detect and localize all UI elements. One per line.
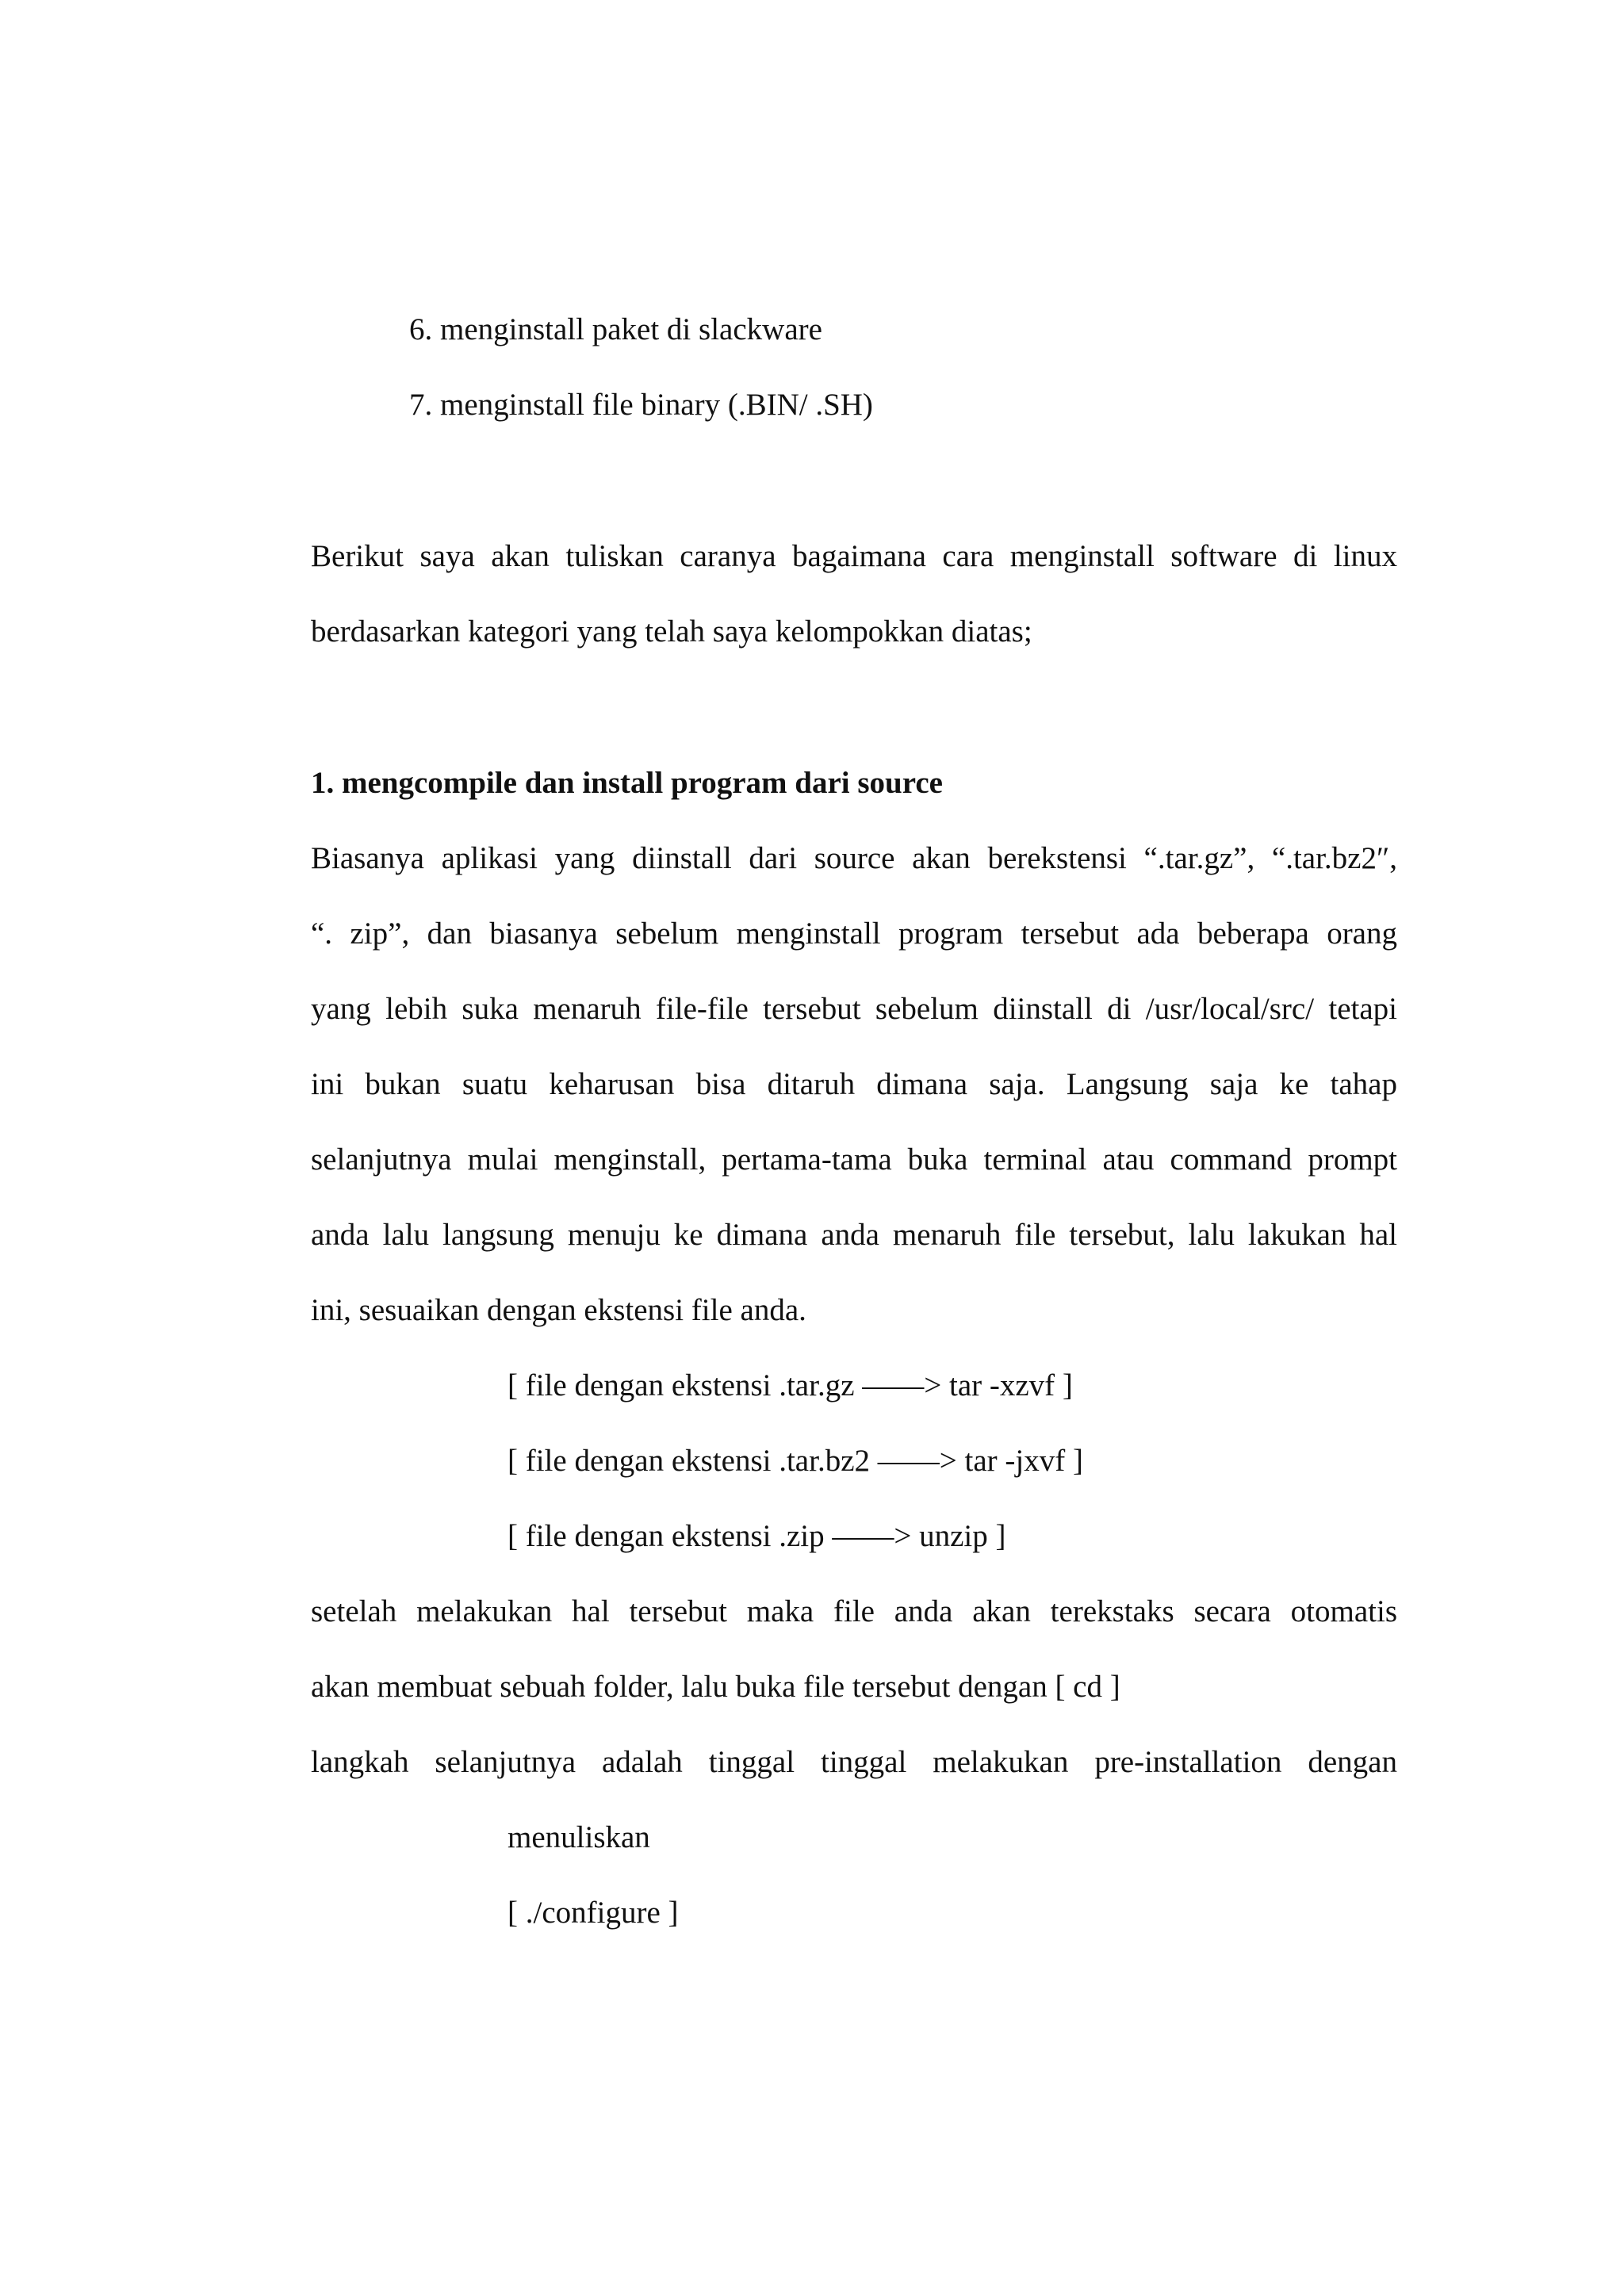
paragraph-line-1: Biasanya aplikasi yang diinstall dari source akan berekstensi “.tar.gz”, “.tar.bz2″, <box>311 841 1397 875</box>
paragraph-line-6: anda lalu langsung menuju ke dimana anda menaruh file tersebut, lalu lakukan hal <box>311 1218 1397 1252</box>
paragraph-line-3: yang lebih suka menaruh file-file tersebut sebelum diinstall di /usr/local/src/ tetapi <box>311 992 1397 1026</box>
section-heading: 1. mengcompile dan install program dari source <box>311 766 943 800</box>
paragraph-line-2: “. zip”, dan biasanya sebelum menginstall program tersebut ada beberapa orang <box>311 916 1397 951</box>
paragraph-line-7: ini, sesuaikan dengan ekstensi file anda. <box>311 1293 806 1327</box>
list-item-6: 6. menginstall paket di slackware <box>409 312 822 346</box>
indented-line-menuliskan: menuliskan <box>508 1820 650 1854</box>
intro-line-2: berdasarkan kategori yang telah saya kelompokkan diatas; <box>311 614 1032 649</box>
paragraph-line-5: selanjutnya mulai menginstall, pertama-tama buka terminal atau command prompt <box>311 1142 1397 1177</box>
command-configure: [ ./configure ] <box>508 1896 679 1930</box>
list-item-7: 7. menginstall file binary (.BIN/ .SH) <box>409 388 873 422</box>
after-line-2: akan membuat sebuah folder, lalu buka file tersebut dengan [ cd ] <box>311 1670 1120 1704</box>
command-zip: [ file dengan ekstensi .zip ——> unzip ] <box>508 1519 1006 1553</box>
command-tar-gz: [ file dengan ekstensi .tar.gz ——> tar -xzvf ] <box>508 1368 1073 1402</box>
paragraph-line-4: ini bukan suatu keharusan bisa ditaruh dimana saja. Langsung saja ke tahap <box>311 1067 1397 1101</box>
after-line-1: setelah melakukan hal tersebut maka file anda akan terekstaks secara otomatis <box>311 1594 1397 1628</box>
intro-line-1: Berikut saya akan tuliskan caranya bagaimana cara menginstall software di linux <box>311 539 1397 573</box>
command-tar-bz2: [ file dengan ekstensi .tar.bz2 ——> tar -jxvf ] <box>508 1444 1083 1478</box>
after-line-3: langkah selanjutnya adalah tinggal tinggal melakukan pre-installation dengan <box>311 1745 1397 1779</box>
